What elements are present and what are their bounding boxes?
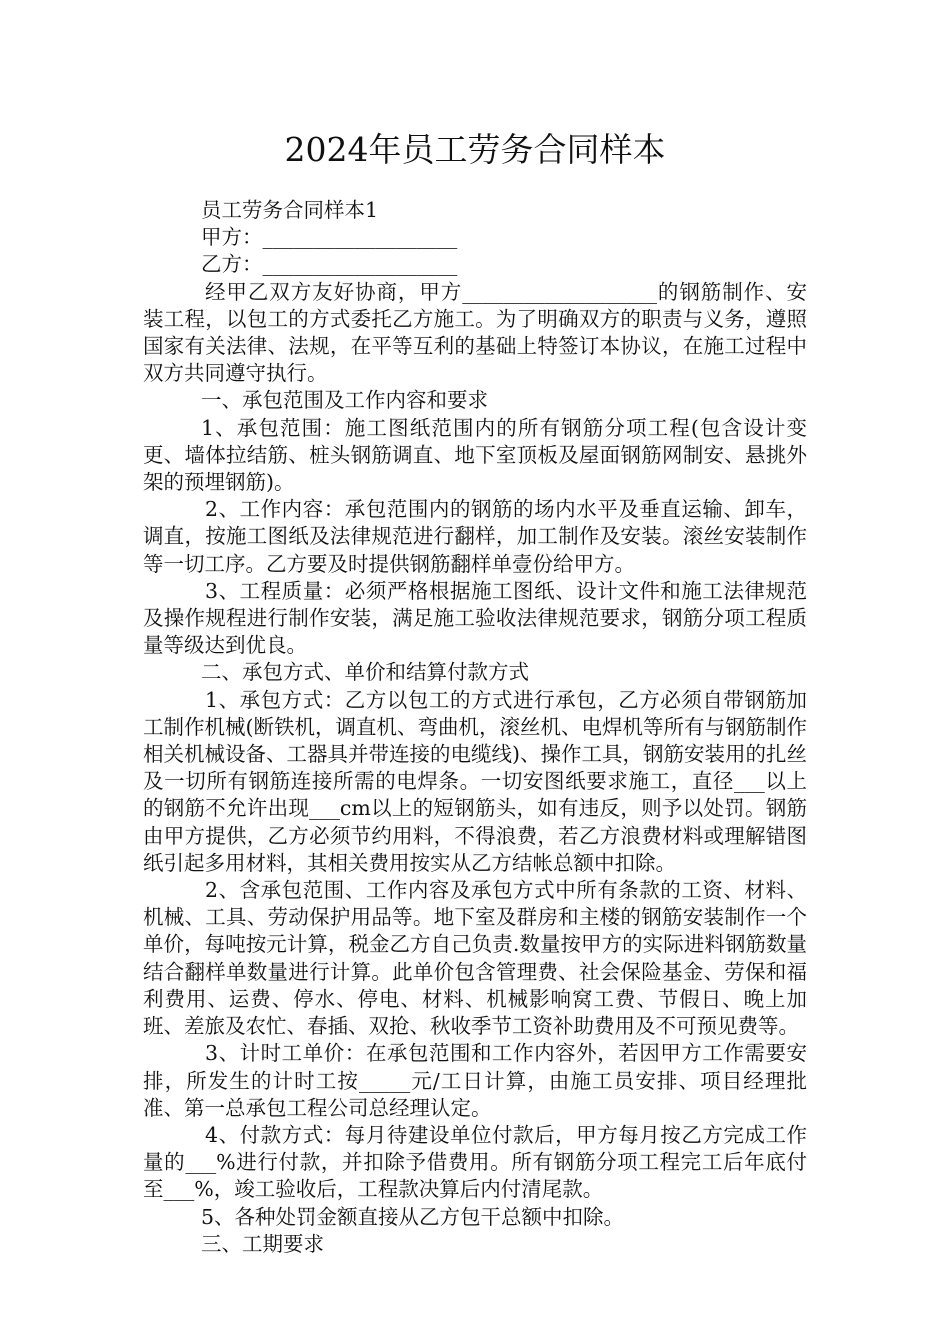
section-heading-1: 一、承包范围及工作内容和要求	[201, 388, 488, 413]
document-title: 2024年员工劳务合同样本	[284, 130, 666, 169]
clause-2-3: 3、计时工单价：在承包范围和工作内容外，若因甲方工作需要安排，所发生的计时工按_____元/工日计算，由施工员安排、项目经理批准、第一总承包工程公司总经理认定。	[143, 1041, 807, 1120]
section-heading-3: 三、工期要求	[201, 1231, 324, 1256]
clause-2-5: 5、各种处罚金额直接从乙方包干总额中扣除。	[201, 1204, 625, 1229]
clause-2-2: 2、含承包范围、工作内容及承包方式中所有条款的工资、材料、机械、工具、劳动保护用品等。地下室及群房和主楼的钢筋安装制作一个单价，每吨按元计算，税金乙方自己负责.数量按甲方的实际进料钢筋数量结合翻样单数量进行计算。此单价包含管理费、社会保险基金、劳保和福利费用、运费、停水、停电、材料、机械影响窝工费、节假日、晚上加班、差旅及农忙、春插、双抢、秋收季节工资补助费用及不可预见费等。	[143, 878, 807, 1039]
document-body	[143, 197, 807, 1258]
contract-subtitle: 员工劳务合同样本1	[201, 198, 379, 222]
clause-1-1: 1、承包范围：施工图纸范围内的所有钢筋分项工程(包含设计变更、墙体拉结筋、桩头钢筋调直、地下室顶板及屋面钢筋网制安、悬挑外架的预埋钢筋)。	[143, 415, 807, 495]
clause-1-2: 2、工作内容：承包范围内的钢筋的场内水平及垂直运输、卸车，调直，按施工图纸及法律规范进行翻样，加工制作及安装。滚丝安装制作等一切工序。乙方要及时提供钢筋翻样单壹份给甲方。	[143, 497, 807, 576]
clause-1-3: 3、工程质量：必须严格根据施工图纸、设计文件和施工法律规范及操作规程进行制作安装，满足施工验收法律规范要求，钢筋分项工程质量等级达到优良。	[143, 578, 807, 658]
preamble-paragraph: 经甲乙双方友好协商，甲方___________________的钢筋制作、安装工程，以包工的方式委托乙方施工。为了明确双方的职责与义务，遵照国家有关法律、法规，在平等互利的基础上特签订本协议，在施工过程中双方共同遵守执行。	[143, 279, 807, 386]
clause-2-1: 1、承包方式：乙方以包工的方式进行承包，乙方必须自带钢筋加工制作机械(断铁机，调直机、弯曲机，滚丝机、电焊机等所有与钢筋制作相关机械设备、工器具并带连接的电缆线)、操作工具，钢筋安装用的扎丝及一切所有钢筋连接所需的电焊条。一切安图纸要求施工，直径___以上的钢筋不允许出现___cm以上的短钢筋头，如有违反，则予以处罚。钢筋由甲方提供，乙方必须节约用料，不得浪费，若乙方浪费材料或理解错图纸引起多用材料，其相关费用按实从乙方结帐总额中扣除。	[143, 687, 807, 875]
party-b-line: 乙方：___________________	[201, 252, 458, 277]
party-a-line: 甲方：___________________	[201, 225, 458, 250]
section-heading-2: 二、承包方式、单价和结算付款方式	[201, 660, 529, 685]
clause-2-4: 4、付款方式：每月待建设单位付款后，甲方每月按乙方完成工作量的___%进行付款，并扣除予借费用。所有钢筋分项工程完工后年底付至___%，竣工验收后，工程款决算后内付清尾款。	[143, 1122, 807, 1202]
